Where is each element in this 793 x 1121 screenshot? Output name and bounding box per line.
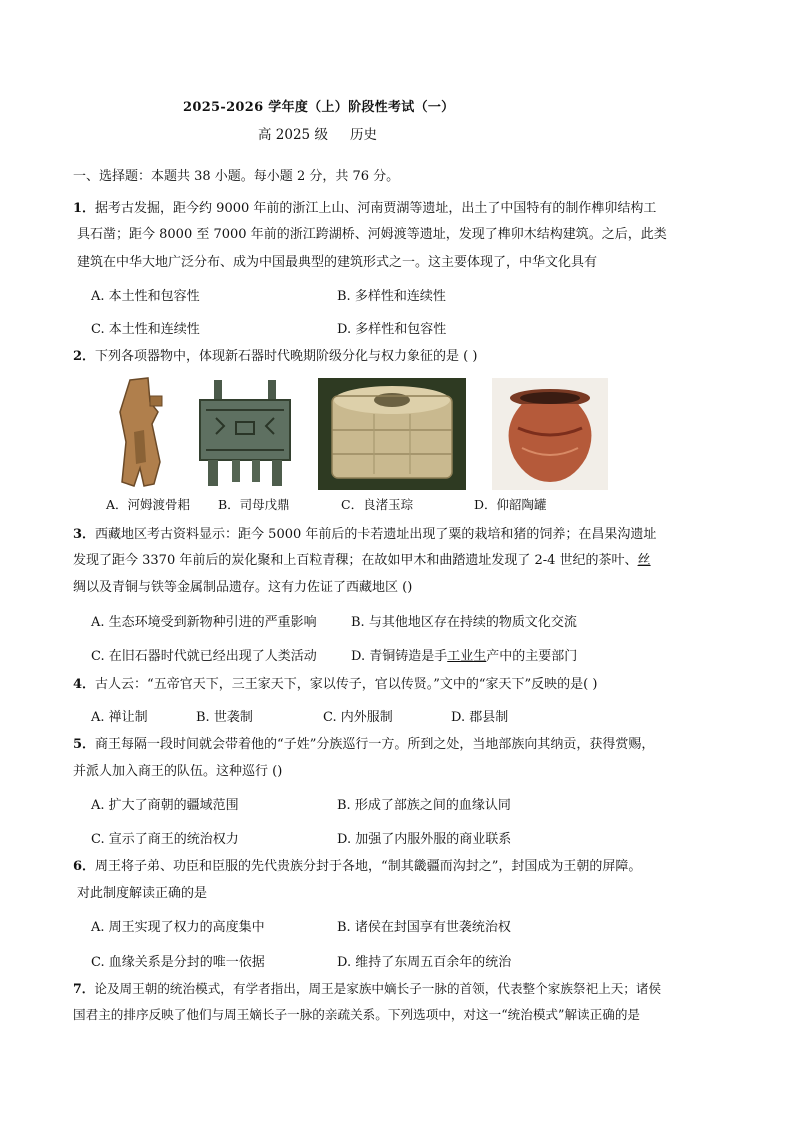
q2-line1: 2．下列各项器物中，体现新石器时代晚期阶级分化与权力象征的是 ( ) [73, 349, 478, 364]
grade-label: 高 2025 级 [258, 127, 328, 143]
q6-option-d: D. 维持了东周五百余年的统治 [337, 955, 512, 970]
painted-pottery-jar-image [492, 378, 608, 490]
q1-line1: 1．据考古发掘，距今约 9000 年前的浙江上山、河南贾湖等遗址，出土了中国特有的制作榫卯结构工 [73, 201, 657, 216]
q5-line2: 并派人加入商王的队伍。这种巡行 () [73, 764, 283, 779]
section-heading: 一、选择题：本题共 38 小题。每小题 2 分，共 76 分。 [73, 169, 400, 184]
q4-option-b: B. 世袭制 [196, 710, 253, 725]
q1-option-d: D. 多样性和包容性 [337, 322, 447, 337]
q7-line2: 国君主的排序反映了他们与周王嫡长子一脉的亲疏关系。下列选项中，对这一“统治模式”解读正确的是 [73, 1007, 641, 1022]
q1-option-a: A. 本土性和包容性 [91, 289, 200, 304]
caption-b: B．司母戊鼎 [218, 497, 290, 512]
q5-option-b: B. 形成了部族之间的血缘认同 [337, 798, 511, 813]
q3-option-d: D. 青铜铸造是手工业生产中的主要部门 [351, 649, 578, 664]
q6-number: 6． [73, 859, 96, 874]
q6-option-a: A. 周王实现了权力的高度集中 [91, 920, 265, 935]
exam-subtitle [258, 123, 377, 143]
caption-d: D．仰韶陶罐 [474, 497, 547, 512]
q1-line3: 建筑在中华大地广泛分布、成为中国最典型的建筑形式之一。这主要体现了，中华文化具有 [77, 255, 598, 270]
caption-c: C．良渚玉琮 [341, 497, 414, 512]
q5-line1: 5．商王每隔一段时间就会带着他的“子姓”分族巡行一方。所到之处，当地部族向其纳贡，获得赏赐， [73, 737, 655, 752]
q3-line3: 绸以及青铜与铁等金属制品遗存。这有力佐证了西藏地区 () [73, 580, 413, 595]
q2-number: 2． [73, 349, 96, 364]
q3-line2: 发现了距今 3370 年前后的炭化聚和上百粒青稞；在故如甲木和曲踏遗址发现了 2-4 世纪的茶叶、丝 [73, 553, 651, 568]
jade-cong-image [318, 378, 466, 490]
subject-label: 历史 [349, 127, 377, 143]
q6-option-b: B. 诸侯在封国享有世袭统治权 [337, 920, 511, 935]
caption-a: A．河姆渡骨耜 [106, 497, 191, 512]
q6-option-c: C. 血缘关系是分封的唯一依据 [91, 955, 265, 970]
bronze-ding-image [196, 378, 294, 488]
q5-option-c: C. 宣示了商王的统治权力 [91, 832, 239, 847]
q3-option-b: B. 与其他地区存在持续的物质文化交流 [351, 615, 577, 630]
q1-number: 1． [73, 201, 96, 216]
q3-option-a: A. 生态环境受到新物种引进的严重影响 [91, 615, 317, 630]
q1-option-b: B. 多样性和连续性 [337, 289, 446, 304]
exam-title: 2025-2026 学年度（上）阶段性考试（一） [183, 100, 455, 115]
q5-option-d: D. 加强了内服外服的商业联系 [337, 832, 512, 847]
q1-line2: 具石凿；距今 8000 至 7000 年前的浙江跨湖桥、河姆渡等遗址，发现了榫卯木结构建筑。之后，此类 [77, 227, 667, 242]
q4-option-a: A. 禅让制 [91, 710, 148, 725]
q3-number: 3． [73, 527, 96, 542]
bone-spade-image [100, 372, 180, 492]
q3-line1: 3．西藏地区考古资料显示：距今 5000 年前后的卡若遗址出现了粟的栽培和猪的饲养；在昌果沟遗址 [73, 527, 657, 542]
q4-option-c: C. 内外服制 [323, 710, 393, 725]
q6-line1: 6．周王将子弟、功臣和臣服的先代贵族分封于各地，“制其畿疆而沟封之”，封国成为王朝的屏障。 [73, 859, 642, 874]
q5-option-a: A. 扩大了商朝的疆域范围 [91, 798, 239, 813]
q4-number: 4． [73, 677, 96, 692]
q7-line1: 7．论及周王朝的统治模式，有学者指出，周王是家族中嫡长子一脉的首领，代表整个家族祭祀上天；诸侯 [73, 981, 662, 996]
q5-number: 5． [73, 737, 96, 752]
q6-line2: 对此制度解读正确的是 [77, 886, 208, 901]
q3-option-c: C. 在旧石器时代就已经出现了人类活动 [91, 649, 317, 664]
q7-number: 7． [73, 981, 95, 996]
q4-option-d: D. 郡县制 [451, 710, 509, 725]
q1-option-c: C. 本土性和连续性 [91, 322, 200, 337]
q4-line1: 4．古人云：“五帝官天下，三王家天下，家以传子，官以传贤。”文中的“家天下”反映的是( ) [73, 677, 598, 692]
